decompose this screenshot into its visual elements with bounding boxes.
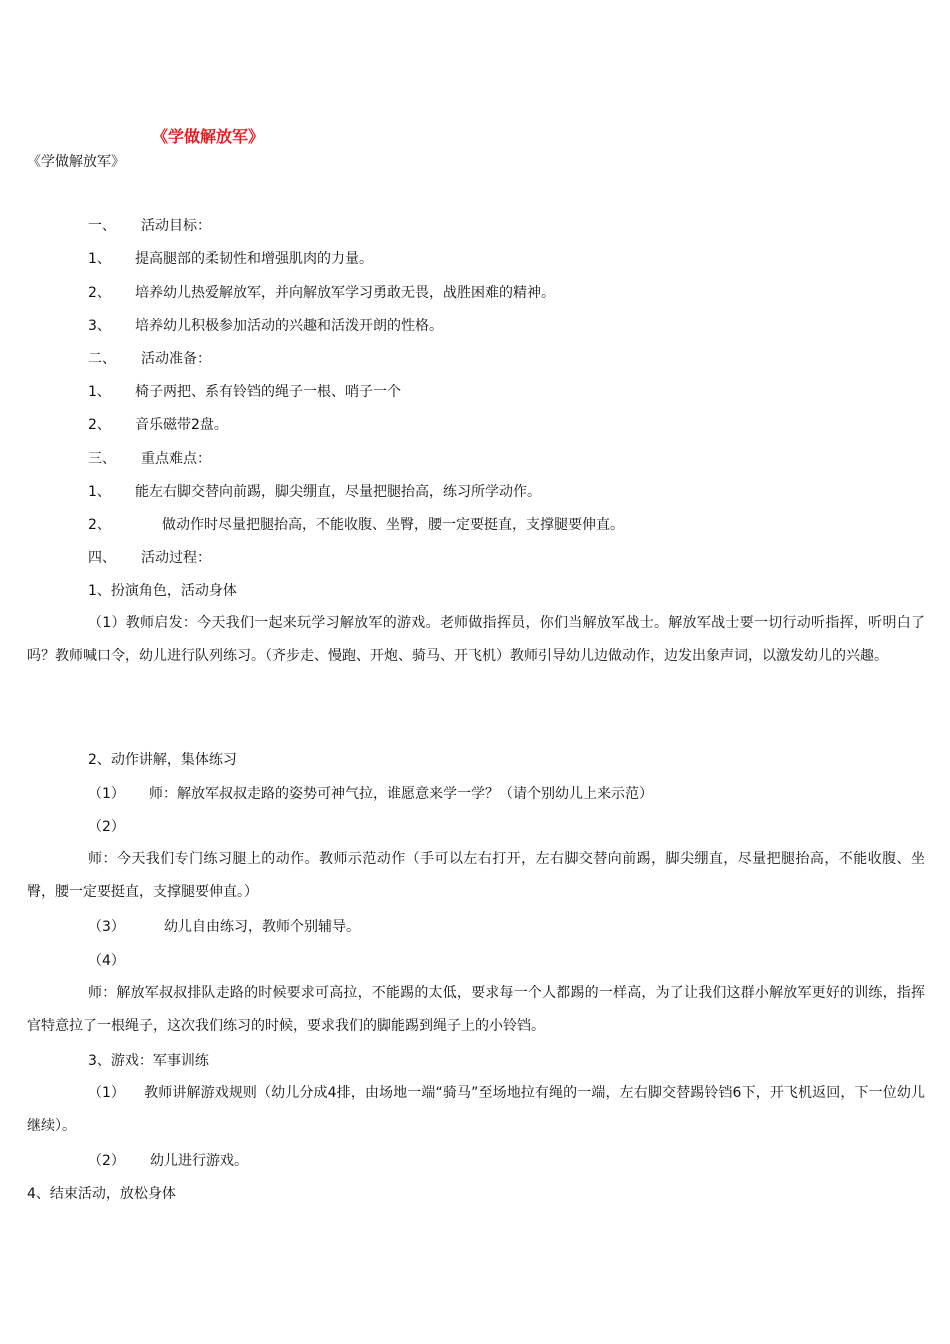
step-3-heading: 3、游戏：军事训练 [88, 1053, 209, 1069]
key-item [88, 515, 624, 535]
section-2-heading [88, 349, 211, 369]
step-3-item [27, 1077, 925, 1143]
item-number: （3） [88, 919, 125, 935]
step-2-heading: 2、动作讲解，集体练习 [88, 752, 237, 768]
item-number: 2、 [88, 417, 111, 433]
item-text: 能左右脚交替向前踢，脚尖绷直，尽量把腿抬高，练习所学动作。 [135, 484, 541, 500]
item-number: 3、 [88, 318, 111, 334]
section-1-heading [88, 216, 211, 236]
step-4-heading: 4、结束活动，放松身体 [27, 1186, 176, 1202]
item-text: 教师讲解游戏规则（幼儿分成4排，由场地一端“骑马”至场地拉有绳的一端，左右脚交替踢铃铛6下，开飞机返回，下一位幼儿继续）。 [27, 1085, 925, 1134]
item-number: 1、 [88, 384, 111, 400]
item-text: 音乐磁带2盘。 [135, 417, 228, 433]
prep-item [88, 415, 228, 435]
step-2-item [88, 917, 360, 937]
step-2-item-text: 师：今天我们专门练习腿上的动作。教师示范动作（手可以左右打开，左右脚交替向前踢，脚尖绷直，尽量把腿抬高，不能收腹、坐臀，腰一定要挺直，支撑腿要伸直。） [27, 851, 925, 900]
item-text: 幼儿进行游戏。 [150, 1153, 248, 1169]
item-text: 做动作时尽量把腿抬高，不能收腹、坐臀，腰一定要挺直，支撑腿要伸直。 [162, 517, 624, 533]
section-label: 活动过程： [141, 550, 211, 566]
step-1-paragraph: （1）教师启发：今天我们一起来玩学习解放军的游戏。老师做指挥员，你们当解放军战士。解放军战士要一切行动听指挥，听明白了吗？教师喊口令，幼儿进行队列练习。（齐步走、慢跑、开炮、骑马、开飞机）教师引导幼儿边做动作，边发出象声词，以激发幼儿的兴趣。 [27, 615, 925, 664]
step-2-item-text: 师：解放军叔叔排队走路的时候要求可高拉，不能踢的太低，要求每一个人都踢的一样高，为了让我们这群小解放军更好的训练，指挥官特意拉了一根绳子，这次我们练习的时候，要求我们的脚能踢到绳子上的小铃铛。 [27, 985, 925, 1034]
section-number: 三、 [88, 451, 116, 467]
goal-item [88, 283, 555, 303]
section-label: 重点难点： [141, 451, 211, 467]
item-number: 2、 [88, 517, 111, 533]
item-number: （2） [88, 1153, 125, 1169]
section-number: 二、 [88, 351, 116, 367]
document-title: 《学做解放军》 [152, 127, 265, 146]
step-1-heading: 1、扮演角色，活动身体 [88, 583, 237, 599]
item-text: 培养幼儿积极参加活动的兴趣和活泼开朗的性格。 [135, 318, 443, 334]
item-text: 幼儿自由练习，教师个别辅导。 [164, 919, 360, 935]
key-item [88, 482, 541, 502]
item-text: 师：解放军叔叔走路的姿势可神气拉，谁愿意来学一学？（请个别幼儿上来示范） [149, 786, 653, 802]
item-number: 2、 [88, 285, 111, 301]
section-3-heading [88, 449, 211, 469]
item-number: （1） [88, 1085, 125, 1101]
step-2-item-number: （4） [88, 953, 125, 969]
step-2-item [88, 784, 653, 804]
item-number: （1） [88, 786, 125, 802]
section-4-heading [88, 548, 211, 568]
goal-item [88, 316, 443, 336]
document-subtitle: 《学做解放军》 [27, 154, 125, 170]
item-number: 1、 [88, 484, 111, 500]
section-number: 一、 [88, 218, 116, 234]
prep-item [88, 382, 401, 402]
item-number: 1、 [88, 251, 111, 267]
step-3-item [88, 1151, 248, 1171]
section-number: 四、 [88, 550, 116, 566]
item-text: 提高腿部的柔韧性和增强肌肉的力量。 [135, 251, 373, 267]
section-label: 活动目标： [141, 218, 211, 234]
item-text: 椅子两把、系有铃铛的绳子一根、哨子一个 [135, 384, 401, 400]
section-label: 活动准备： [141, 351, 211, 367]
item-text: 培养幼儿热爱解放军，并向解放军学习勇敢无畏，战胜困难的精神。 [135, 285, 555, 301]
goal-item [88, 249, 373, 269]
step-2-item-number: （2） [88, 819, 125, 835]
